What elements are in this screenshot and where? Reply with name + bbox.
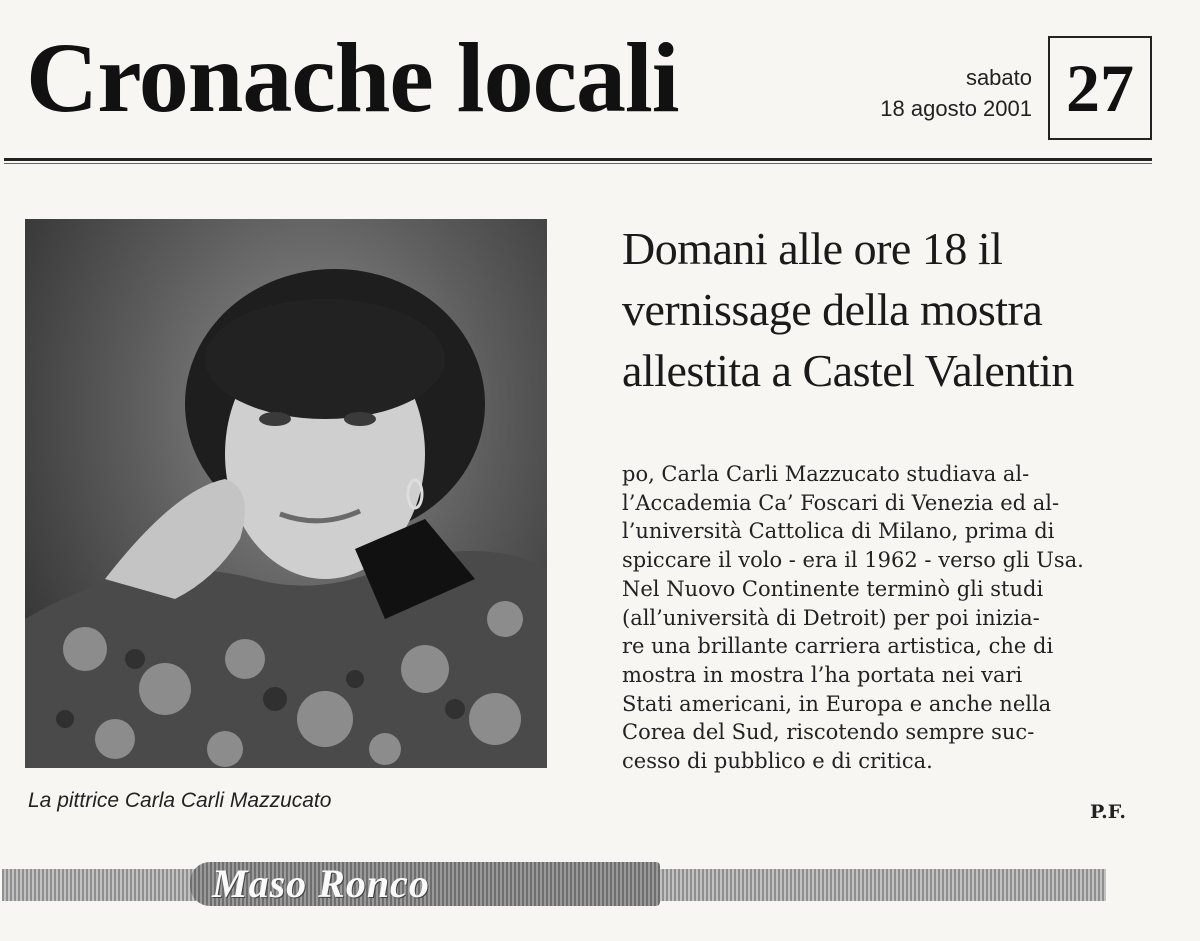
page-number: 27 (1048, 36, 1152, 140)
portrait-photo (25, 219, 547, 768)
footer-band-label: Maso Ronco (212, 861, 430, 906)
article-headline: Domani alle ore 18 il vernissage della mostra allestita a Castel Valentin (622, 223, 1074, 396)
portrait-illustration (25, 219, 547, 768)
issue-date (880, 62, 1032, 124)
masthead-rule (4, 158, 1152, 164)
date: 18 agosto 2001 (880, 96, 1032, 121)
photo-caption: La pittrice Carla Carli Mazzucato (28, 789, 332, 812)
weekday: sabato (965, 65, 1032, 90)
article-body: po, Carla Carli Mazzucato studiava al- l’Accademia Ca’ Foscari di Venezia ed al- l’università Cattolica di Milano, prima di spiccare il volo - era il 1962 - verso gli Usa. Nel Nuovo Continente terminò gli studi (all’università di Detroit) per poi inizia- re una brillante carriera artistica, che di mostra in mostra l’ha portata nei vari Stati americani, in Europa e anche nella Corea del Sud, riscotendo sempre suc- cesso di pubblico e di critica. (622, 462, 1084, 774)
article-signature: P.F. (1090, 801, 1126, 823)
section-title: Cronache locali (26, 22, 679, 133)
